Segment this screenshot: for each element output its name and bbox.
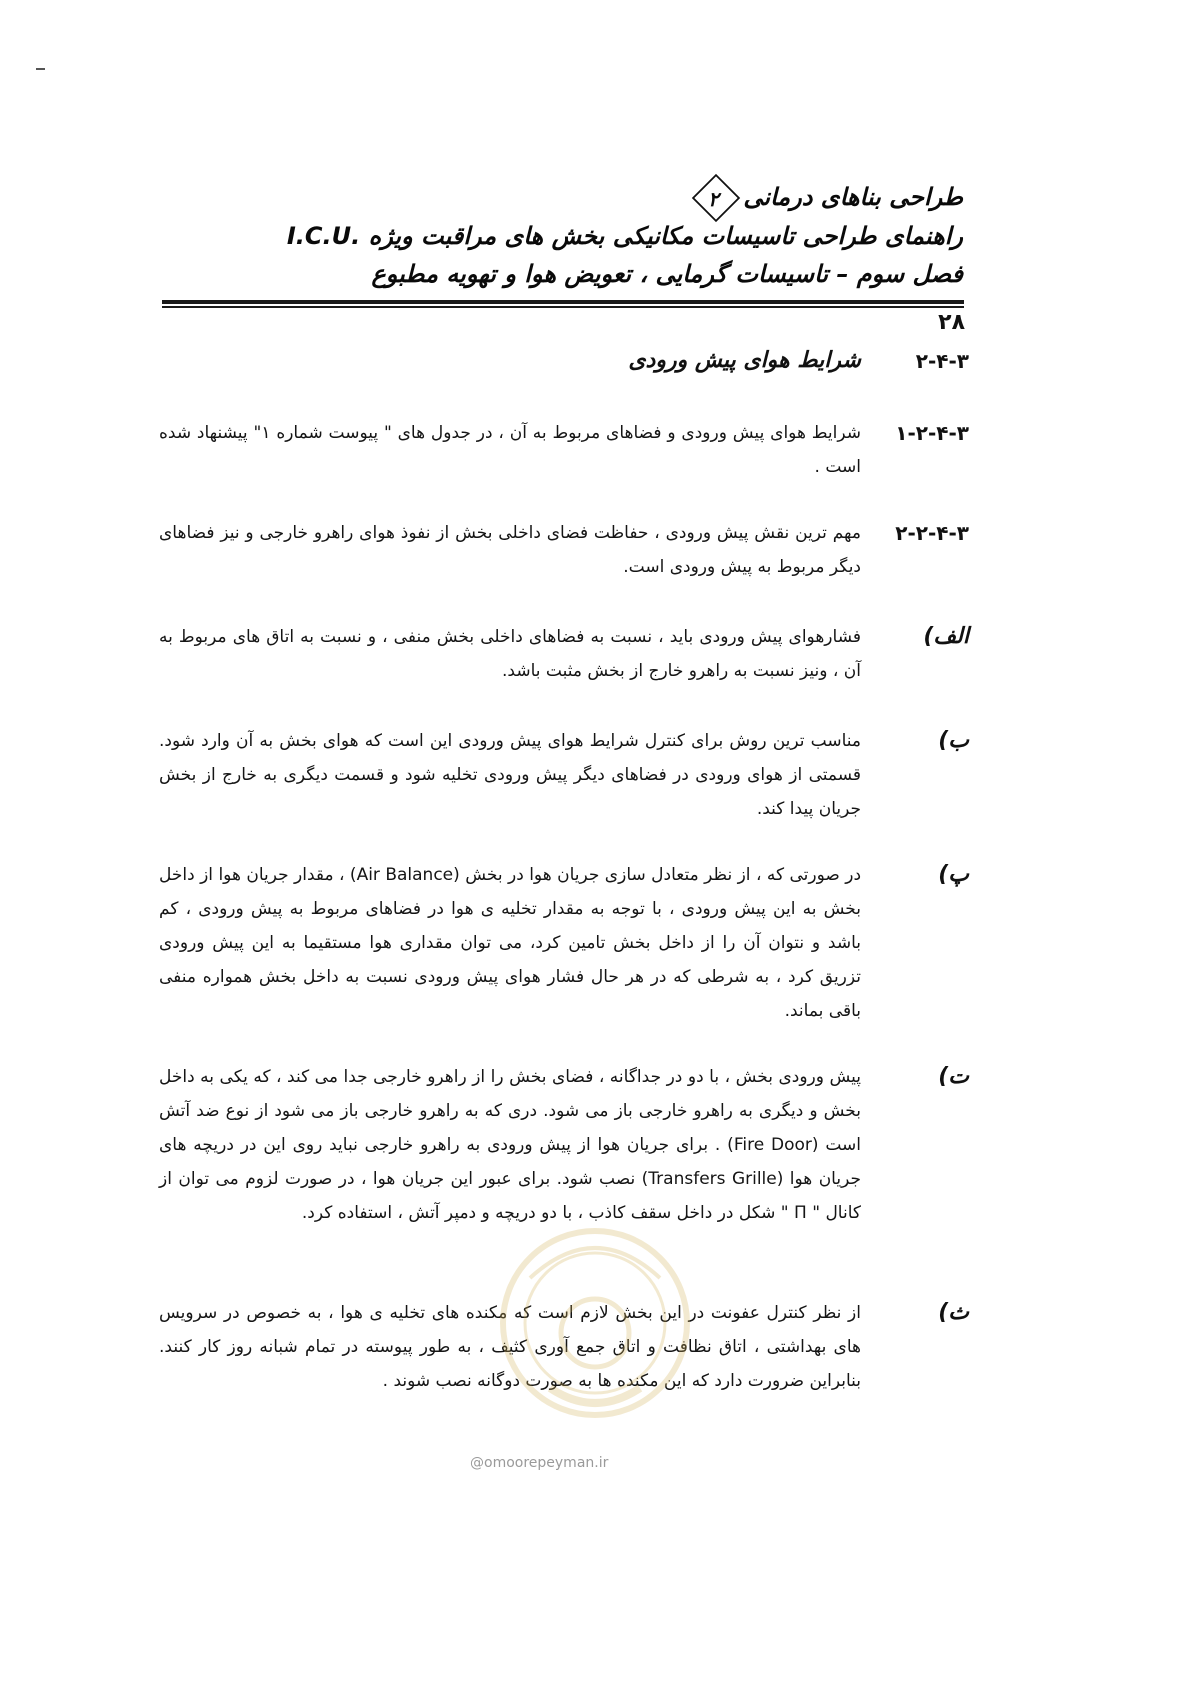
sub-clause-text: در صورتی که ، از نظر متعادل سازی جریان هوا در بخش (Air Balance) ، مقدار جریان هوا از داخل بخش به این پیش ورودی ، با توجه به مقدار تخلیه ی هوا در فضاهای مربوط به پیش ورودی ، کم باشد و نتوان آن را از داخل بخش تامین کرد، می توان مقداری هوا مستقیما به این پیش ورودی تزریق کرد ، به شرطی که در هر حال فشار هوای پیش ورودی نسبت به داخل بخش همواره منفی باقی بماند. (159, 865, 862, 1021)
header-rule (162, 300, 964, 308)
sub-clause (159, 1296, 969, 1398)
header-series-label: طراحی بناهای درمانی (743, 183, 963, 211)
sub-clause (159, 620, 969, 688)
watermark-url: @omoorepeyman.ir (470, 1455, 609, 1471)
page-number: ۲۸ (938, 310, 965, 335)
sub-clause-letter: ث) (938, 1300, 969, 1325)
sub-clause-text: از نظر کنترل عفونت در این بخش لازم است که مکنده های تخلیه ی هوا ، به خصوص در سرویس های بهداشتی ، اتاق نظافت و اتاق جمع آوری کثیف ، به طور پیوسته در تمام شبانه روز کار کنند. بنابراین ضرورت دارد که این مکنده ها به صورت دوگانه نصب شوند . (159, 1303, 861, 1391)
section-heading (159, 344, 969, 378)
sub-clause (159, 724, 969, 826)
sub-clause-letter: پ) (938, 862, 969, 887)
sub-clause-letter: الف) (923, 624, 969, 649)
sub-clause-letter: ت) (938, 1064, 969, 1089)
clause-text: شرایط هوای پیش ورودی و فضاهای مربوط به آن ، در جدول های " پیوست شماره ۱" پیشنهاد شده است . (159, 423, 861, 477)
header-rule-thin (162, 306, 964, 308)
sub-clause-text: مناسب ترین روش برای کنترل شرایط هوای پیش ورودی این است که هوای بخش به آن وارد شود. قسمتی از هوای ورودی در فضاهای دیگر پیش ورودی تخلیه شود و قسمت دیگری به خارج از بخش جریان پیدا کند. (159, 731, 861, 819)
series-number: ۲ (708, 188, 720, 212)
sub-clause (159, 858, 969, 1028)
sub-clause-text: پیش ورودی بخش ، با دو در جداگانه ، فضای بخش را از راهرو خارجی جدا می کند ، که یکی به داخل بخش و دیگری به راهرو خارجی باز می شود. دری که به راهرو خارجی باز می شود از نوع ضد آتش است (Fire Door) . برای جریان هوا از پیش ورودی به راهرو خارجی نباید روی این در دریچه های جریان هوا (Transfers Grille) نصب شود. برای عبور این جریان هوا ، در صورت لزوم می توان از کانال " Π " شکل در داخل سقف کاذب ، با دو دریچه و دمپر آتش ، استفاده کرد. (159, 1067, 862, 1223)
header-chapter-title: فصل سوم – تاسیسات گرمایی ، تعویض هوا و تهویه مطبوع (371, 260, 963, 288)
sub-clause (159, 1060, 969, 1230)
sub-clause-letter: ب) (938, 728, 969, 753)
sub-clause-text: فشارهوای پیش ورودی باید ، نسبت به فضاهای داخلی بخش منفی ، و نسبت به اتاق های مربوط به آن ، ونیز نسبت به راهرو خارج از بخش مثبت باشد. (159, 627, 861, 681)
clause (159, 416, 969, 484)
section-number: ۲-۴-۳ (915, 349, 969, 373)
document-header (243, 178, 963, 293)
clause (159, 516, 969, 584)
header-series-title (243, 178, 963, 217)
header-rule-thick (162, 300, 964, 304)
clause-text: مهم ترین نقش پیش ورودی ، حفاظت فضای داخلی بخش از نفوذ هوای راهرو خارجی و نیز فضاهای دیگر مربوط به پیش ورودی است. (159, 523, 861, 577)
section-title: شرایط هوای پیش ورودی (628, 348, 861, 373)
scan-mark (36, 68, 45, 70)
series-number-badge (692, 174, 740, 222)
clause-number: ۱-۲-۴-۳ (895, 421, 969, 445)
header-guide-title: راهنمای طراحی تاسیسات مکانیکی بخش های مراقبت ویژه .I.C.U (286, 222, 963, 250)
clause-number: ۲-۲-۴-۳ (895, 521, 969, 545)
